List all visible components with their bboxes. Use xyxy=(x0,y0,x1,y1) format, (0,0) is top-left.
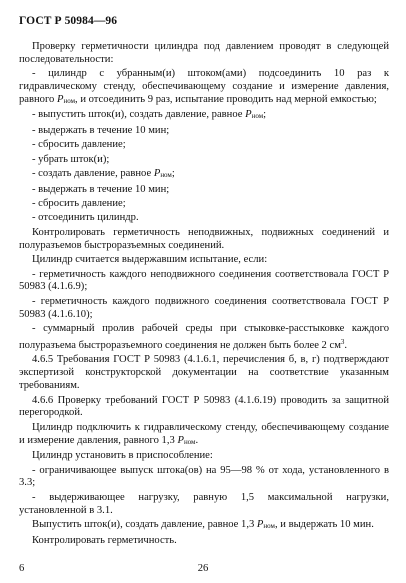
paragraph-connect-cylinder: Цилиндр подключить к гидравлическому стенду, обеспечивающему создание и измерение давления, равного 1,3 Pном. xyxy=(19,421,389,446)
pressure-subscript: ном xyxy=(263,522,275,531)
pressure-symbol: P xyxy=(256,519,264,531)
paragraph-extend-and-hold: Выпустить шток(и), создать давление, равное 1,3 Pном, и выдержать 10 мин. xyxy=(32,519,374,531)
pressure-symbol: P xyxy=(245,109,252,121)
superscript-cubic: 3 xyxy=(340,338,345,347)
criteria-fixed-joints: - герметичность каждого неподвижного соединения соответствовала ГОСТ Р 50983 (4.1.6.9); xyxy=(19,268,389,293)
pressure-subscript: ном xyxy=(183,437,196,446)
clause-4-6-6: 4.6.6 Проверку требований ГОСТ Р 50983 (4.1.6.19) проводить за защитной перегородкой. xyxy=(19,394,389,419)
document-body xyxy=(19,41,389,549)
list-item-create-pressure: - создать давление, равное Pном; xyxy=(32,168,175,180)
pressure-subscript: ном xyxy=(63,96,76,105)
list-item-disconnect: - отсоединить цилиндр. xyxy=(32,212,139,224)
paragraph-fixture: Цилиндр установить в приспособление: xyxy=(32,450,213,462)
pressure-symbol: P xyxy=(153,168,161,180)
clause-4-6-5: 4.6.5 Требования ГОСТ Р 50983 (4.1.6.1, перечисления б, в, г) подтверждают экспертизой конструкторской документации на соответствие указанным требованиям. xyxy=(19,354,389,392)
page-number-left: 6 xyxy=(19,563,25,574)
list-item-extend-rod: - выпустить шток(и), создать давление, равное Pном; xyxy=(32,109,267,121)
pressure-symbol: P xyxy=(177,434,184,446)
paragraph-final-control: Контролировать герметичность. xyxy=(32,534,177,546)
pressure-symbol: P xyxy=(57,93,64,105)
document-header: ГОСТ Р 50984—96 xyxy=(19,15,118,27)
fixture-limit-stroke: - ограничивающее выпуск штока(ов) на 95—98 % от хода, установленного в 3.3; xyxy=(19,464,389,489)
fixture-load: - выдерживающее нагрузку, равную 1,5 максимальной нагрузки, установленной в 3.1. xyxy=(19,491,389,516)
paragraph-intro: Проверку герметичности цилиндра под давлением проводят в следующей последовательности: xyxy=(19,41,389,65)
paragraph-connect-stand: - цилиндр с убранным(и) штоком(ами) подсоединить 10 раз к гидравлическому стенду, обеспечивающему создание и измерение давления, равного Pном, и отсоединить 9 раз, испытание проводить над мерной емкостью; xyxy=(19,68,389,105)
pressure-subscript: ном xyxy=(251,112,264,121)
list-item-release-pressure: - сбросить давление; xyxy=(32,198,126,210)
list-item-release-pressure: - сбросить давление; xyxy=(32,139,126,151)
criteria-moving-joints: - герметичность каждого подвижного соединения соответствовала ГОСТ Р 50983 (4.1.6.10); xyxy=(19,295,389,320)
criteria-total-spill: - суммарный пролив рабочей среды при стыковке-расстыковке каждого полуразъема быстроразъемного соединения не должен быть более 2 $см^3$. xyxy=(19,323,389,352)
paragraph-control-tightness: Контролировать герметичность неподвижных, подвижных соединений и полуразъемов быстроразъемных соединений. xyxy=(19,226,389,251)
list-item-hold: - выдержать в течение 10 мин; xyxy=(32,183,170,195)
list-item-retract-rod: - убрать шток(и); xyxy=(32,153,110,165)
page-number-center: 26 xyxy=(197,563,209,574)
paragraph-pass-criteria: Цилиндр считается выдержавшим испытание, если: xyxy=(32,254,268,266)
list-item-hold: - выдержать в течение 10 мин; xyxy=(32,124,170,136)
pressure-subscript: ном xyxy=(160,171,172,180)
